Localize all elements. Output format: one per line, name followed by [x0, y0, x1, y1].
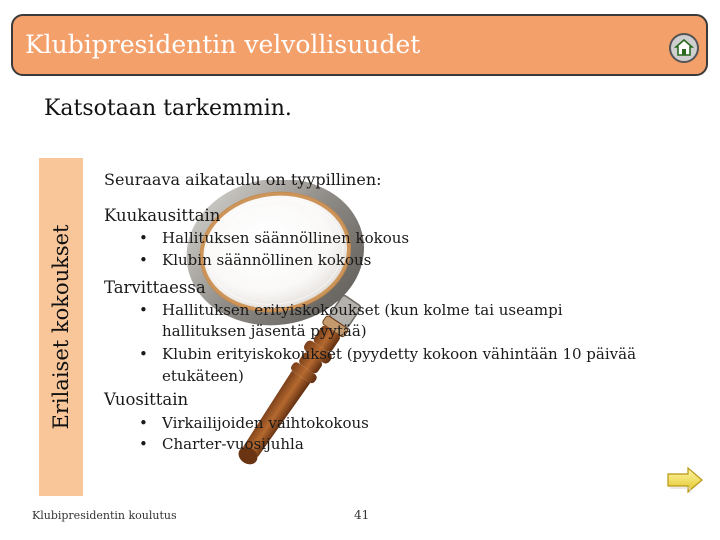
- page-number: 41: [354, 508, 370, 522]
- home-icon: [674, 38, 694, 58]
- bullet-icon: •: [139, 229, 148, 247]
- page-title: Klubipresidentin velvollisuudet: [25, 30, 421, 59]
- next-arrow-icon[interactable]: [664, 465, 706, 495]
- section-heading-monthly: Kuukausittain: [104, 206, 221, 225]
- bullet-icon: •: [139, 345, 148, 363]
- bullet-icon: •: [139, 251, 148, 269]
- side-label: [39, 158, 83, 496]
- section-heading-yearly: Vuosittain: [104, 390, 189, 409]
- footer-text: Klubipresidentin koulutus: [32, 509, 177, 522]
- title-bar: [11, 14, 708, 76]
- intro-text: Seuraava aikataulu on tyypillinen:: [104, 170, 382, 189]
- bullet-icon: •: [139, 301, 148, 319]
- slide-subtitle: Katsotaan tarkemmin.: [44, 96, 292, 121]
- bullet-icon: •: [139, 435, 148, 453]
- bullet-icon: •: [139, 414, 148, 432]
- home-button[interactable]: [669, 33, 699, 63]
- side-label-text: Erilaiset kokoukset: [49, 224, 73, 430]
- section-heading-as-needed: Tarvittaessa: [104, 278, 206, 297]
